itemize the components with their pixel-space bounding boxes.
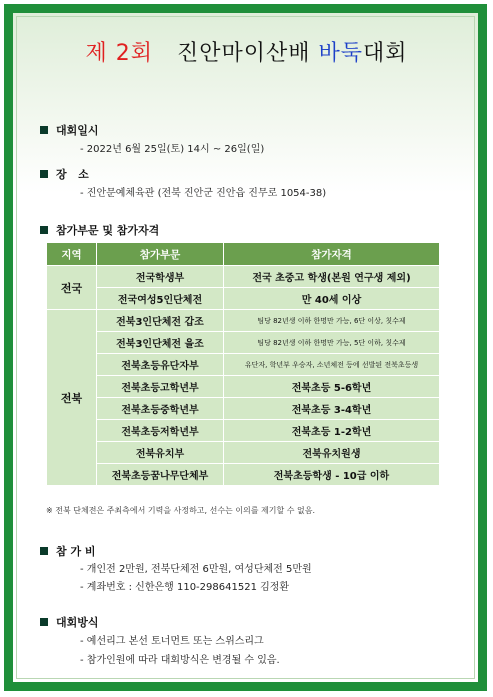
qualification-cell: 팀당 82년생 이하 한명만 가능, 5단 이하, 칫수제 xyxy=(224,332,440,354)
division-cell: 전북초등꿈나무단체부 xyxy=(97,464,224,486)
section-heading-label: 참가부문 및 참가자격 xyxy=(56,224,160,237)
qualification-cell: 전북초등 3-4학년 xyxy=(224,398,440,420)
table-row xyxy=(47,332,440,354)
division-cell: 전국여성5인단체전 xyxy=(97,288,224,310)
division-cell: 전북3인단체전 갑조 xyxy=(97,310,224,332)
bullet-square-icon xyxy=(40,170,48,178)
qualification-cell: 팀당 82년생 이하 한명만 가능, 6단 이상, 칫수제 xyxy=(224,310,440,332)
page-title xyxy=(0,36,493,67)
section-divisions-heading xyxy=(40,222,159,238)
account-line: - 계좌번호 : 신한은행 110-298641521 김정환 xyxy=(80,582,290,593)
section-heading-label: 대회방식 xyxy=(56,616,99,629)
table-row xyxy=(47,266,440,288)
division-cell: 전북초등고학년부 xyxy=(97,376,224,398)
title-edition: 제 2회 xyxy=(85,41,153,66)
table-note: ※ 전북 단체전은 주최측에서 기력을 사정하고, 선수는 이의를 제기할 수 없음. xyxy=(46,506,316,515)
qualification-cell: 유단자, 학년부 우승자, 소년체전 등에 선발된 전북초등생 xyxy=(224,354,440,376)
section-heading-label: 참 가 비 xyxy=(56,545,96,558)
header-division: 참가부문 xyxy=(97,243,224,266)
table-row xyxy=(47,464,440,486)
division-cell: 전국학생부 xyxy=(97,266,224,288)
qualification-cell: 전북초등학생 - 10급 이하 xyxy=(224,464,440,486)
bullet-square-icon xyxy=(40,226,48,234)
bullet-square-icon xyxy=(40,547,48,555)
section-venue-heading xyxy=(40,166,89,182)
table-row xyxy=(47,376,440,398)
method-line: - 예선리그 본선 토너먼트 또는 스위스리그 xyxy=(80,636,264,647)
division-cell: 전북유치부 xyxy=(97,442,224,464)
table-row xyxy=(47,398,440,420)
region-jeonbuk: 전북 xyxy=(47,310,97,486)
table-row xyxy=(47,354,440,376)
section-fee-heading xyxy=(40,543,96,559)
qualification-cell: 전북초등 5-6학년 xyxy=(224,376,440,398)
qualification-cell: 전국 초중고 학생(본원 연구생 제외) xyxy=(224,266,440,288)
division-cell: 전북3인단체전 을조 xyxy=(97,332,224,354)
table-row xyxy=(47,442,440,464)
section-method-heading xyxy=(40,614,99,630)
qualification-cell: 전북유치원생 xyxy=(224,442,440,464)
table-row xyxy=(47,310,440,332)
fee-line: - 개인전 2만원, 전북단체전 6만원, 여성단체전 5만원 xyxy=(80,564,312,575)
section-schedule-heading xyxy=(40,122,99,138)
divisions-table xyxy=(46,242,440,486)
title-suffix: 대회 xyxy=(363,41,408,66)
qualification-cell: 전북초등 1-2학년 xyxy=(224,420,440,442)
qualification-cell: 만 40세 이상 xyxy=(224,288,440,310)
venue-line: - 진안문예체육관 (전북 진안군 진안읍 진무로 1054-38) xyxy=(80,188,327,199)
section-heading-label: 대회일시 xyxy=(56,124,99,137)
division-cell: 전북초등중학년부 xyxy=(97,398,224,420)
header-region: 지역 xyxy=(47,243,97,266)
table-row xyxy=(47,288,440,310)
method-line: - 참가인원에 따라 대회방식은 변경될 수 있음. xyxy=(80,655,280,666)
schedule-line: - 2022년 6월 25일(토) 14시 ~ 26일(일) xyxy=(80,144,265,155)
table-row xyxy=(47,420,440,442)
title-baduk: 바둑 xyxy=(318,41,363,66)
bullet-square-icon xyxy=(40,126,48,134)
table-header-row xyxy=(47,243,440,266)
region-national: 전국 xyxy=(47,266,97,310)
division-cell: 전북초등유단자부 xyxy=(97,354,224,376)
section-heading-label: 장 소 xyxy=(56,168,89,181)
division-cell: 전북초등저학년부 xyxy=(97,420,224,442)
title-cup-name: 진안마이산배 xyxy=(176,41,311,66)
bullet-square-icon xyxy=(40,618,48,626)
header-qualification: 참가자격 xyxy=(224,243,440,266)
